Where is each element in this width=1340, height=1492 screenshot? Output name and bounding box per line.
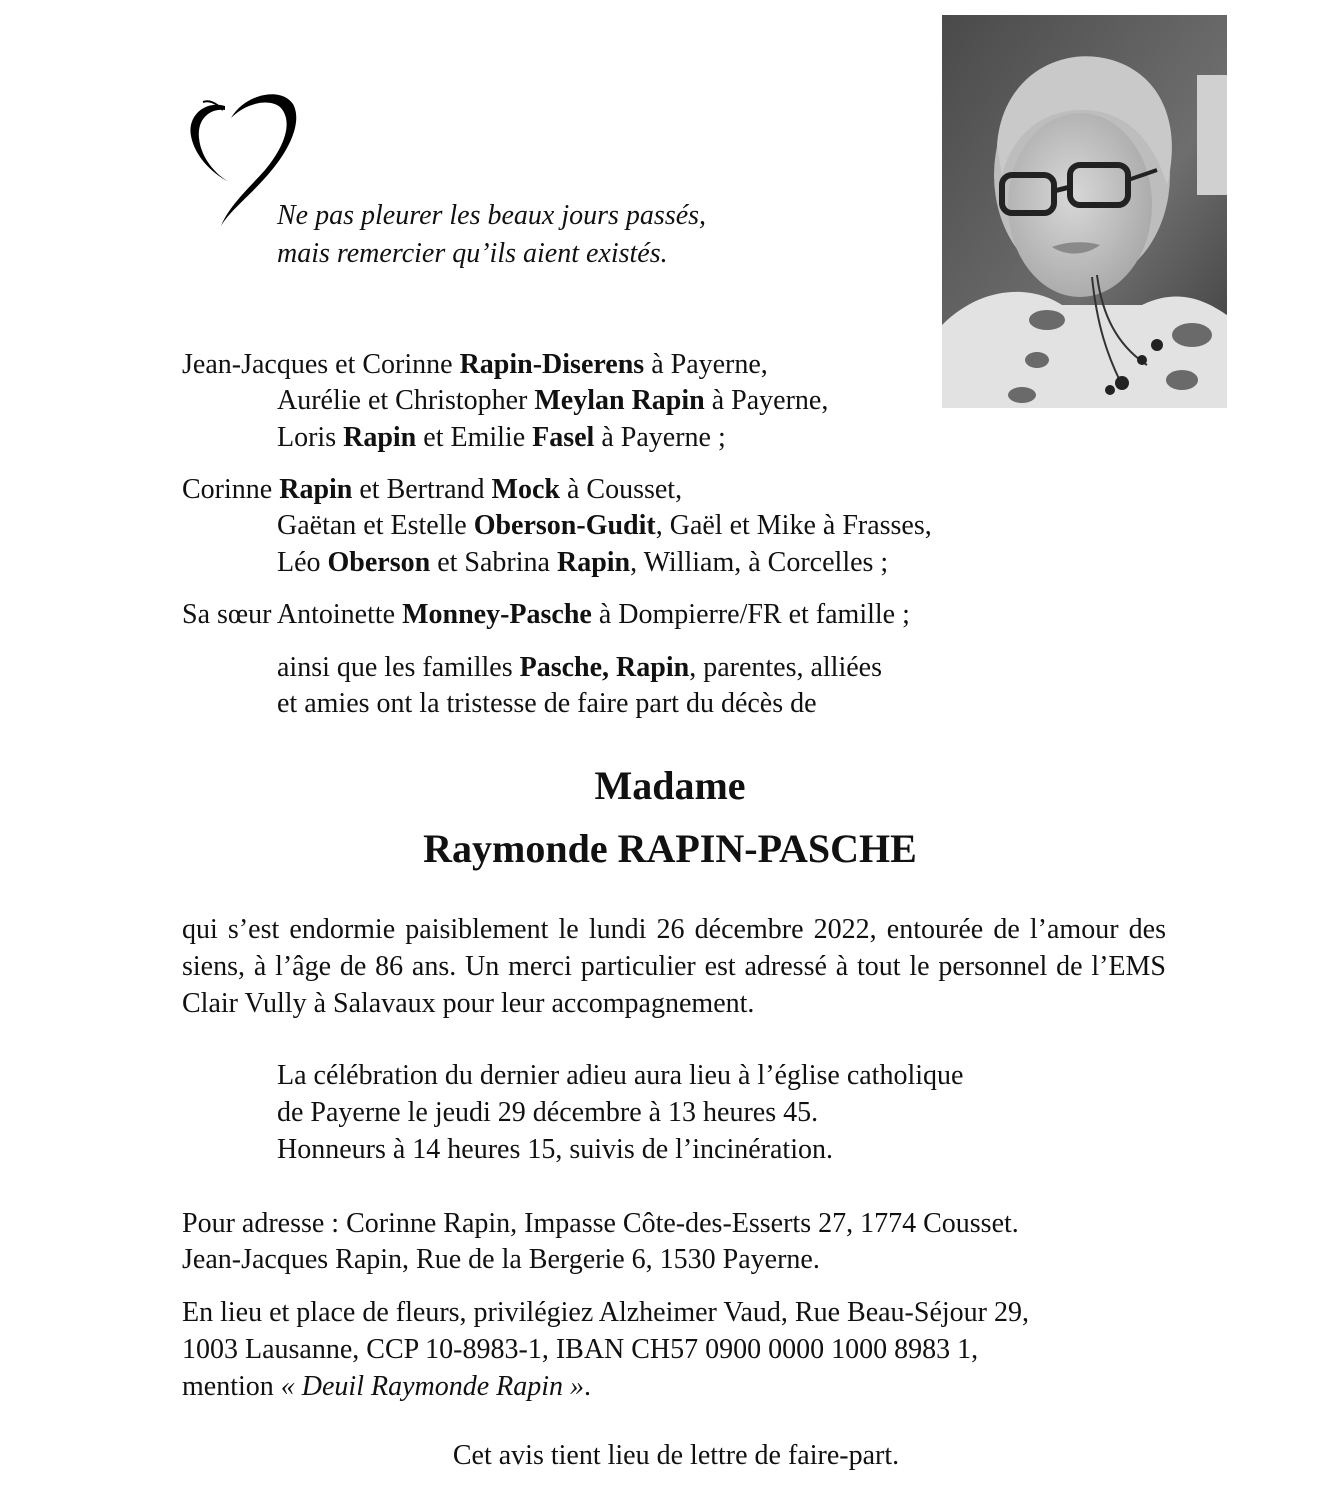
- family-text: Gaëtan et Estelle: [277, 510, 474, 541]
- family-text: à Payerne,: [644, 349, 768, 380]
- family-name: Monney-Pasche: [402, 599, 592, 630]
- family-line: [277, 686, 817, 722]
- family-name: Oberson-Gudit: [473, 510, 656, 541]
- family-text: à Dompierre/FR et famille ;: [591, 599, 910, 630]
- family-name: Pasche, Rapin: [519, 652, 690, 683]
- family-name: Rapin: [556, 547, 631, 578]
- donation-line-2: 1003 Lausanne, CCP 10-8983-1, IBAN CH57 0900 0000 1000 8983 1,: [182, 1334, 979, 1365]
- donation-line-3: [182, 1369, 591, 1405]
- family-text: ainsi que les familles: [277, 652, 520, 683]
- donation-mention-suffix: .: [584, 1371, 592, 1402]
- family-text: , Gaël et Mike à Frasses,: [655, 510, 932, 541]
- family-text: à Payerne ;: [594, 422, 726, 453]
- family-text: à Cousset,: [559, 474, 683, 505]
- family-text: et Bertrand: [352, 474, 492, 505]
- deceased-name: Raymonde RAPIN-PASCHE: [423, 826, 917, 871]
- portrait-photo: [942, 15, 1227, 408]
- family-text: et Sabrina: [430, 547, 557, 578]
- family-text: et Emilie: [416, 422, 533, 453]
- family-line: [182, 472, 682, 508]
- family-text: Sa sœur Antoinette: [182, 599, 403, 630]
- family-name: Fasel: [532, 422, 595, 453]
- donation-mention-prefix: mention: [182, 1371, 281, 1402]
- ceremony-line-3: Honneurs à 14 heures 15, suivis de l’incinération.: [277, 1134, 833, 1165]
- family-text: Léo: [277, 547, 328, 578]
- address-line-1: Pour adresse : Corinne Rapin, Impasse Côte-des-Esserts 27, 1774 Cousset.: [182, 1208, 1019, 1239]
- ceremony-line-1: La célébration du dernier adieu aura lieu à l’église catholique: [277, 1060, 964, 1091]
- family-text: à Payerne,: [704, 385, 829, 416]
- epigraph-line-1: Ne pas pleurer les beaux jours passés,: [277, 200, 707, 231]
- donation-mention-italic: « Deuil Raymonde Rapin »: [280, 1371, 585, 1402]
- family-name: Rapin: [343, 422, 417, 453]
- family-name: Mock: [491, 474, 560, 505]
- donation-line-1: En lieu et place de fleurs, privilégiez Alzheimer Vaud, Rue Beau-Séjour 29,: [182, 1297, 1029, 1328]
- family-line: [277, 383, 828, 419]
- family-text: et amies ont la tristesse de faire part du décès de: [277, 688, 817, 719]
- deceased-title: Madame: [594, 763, 746, 808]
- family-line: [277, 508, 932, 544]
- family-name: Rapin-Diserens: [459, 349, 645, 380]
- family-text: Loris: [277, 422, 344, 453]
- family-text: Corinne: [182, 474, 280, 505]
- announcement-text: qui s’est endormie paisiblement le lundi 26 décembre 2022, entourée de l’amour des siens, à l’âge de 86 ans. Un merci particulier est adressé à tout le personnel de l’EMS Clair Vully à Salavaux pour leur accompagnement.: [182, 914, 1166, 1019]
- family-line: [277, 650, 882, 686]
- epigraph-line-2: mais remercier qu’ils aient existés.: [277, 238, 668, 269]
- family-text: , parentes, alliées: [689, 652, 882, 683]
- address-line-2: Jean-Jacques Rapin, Rue de la Bergerie 6, 1530 Payerne.: [182, 1244, 820, 1275]
- family-name: Rapin: [279, 474, 353, 505]
- family-line: [182, 597, 910, 633]
- family-name: Meylan Rapin: [534, 385, 705, 416]
- family-line: [277, 420, 726, 456]
- ceremony-line-2: de Payerne le jeudi 29 décembre à 13 heures 45.: [277, 1097, 819, 1128]
- footer-note: Cet avis tient lieu de lettre de faire-part.: [452, 1440, 900, 1471]
- family-name: Oberson: [327, 547, 431, 578]
- family-text: Aurélie et Christopher: [277, 385, 535, 416]
- family-text: , William, à Corcelles ;: [630, 547, 889, 578]
- family-text: Jean-Jacques et Corinne: [182, 349, 460, 380]
- family-line: [182, 347, 768, 383]
- family-line: [277, 545, 888, 581]
